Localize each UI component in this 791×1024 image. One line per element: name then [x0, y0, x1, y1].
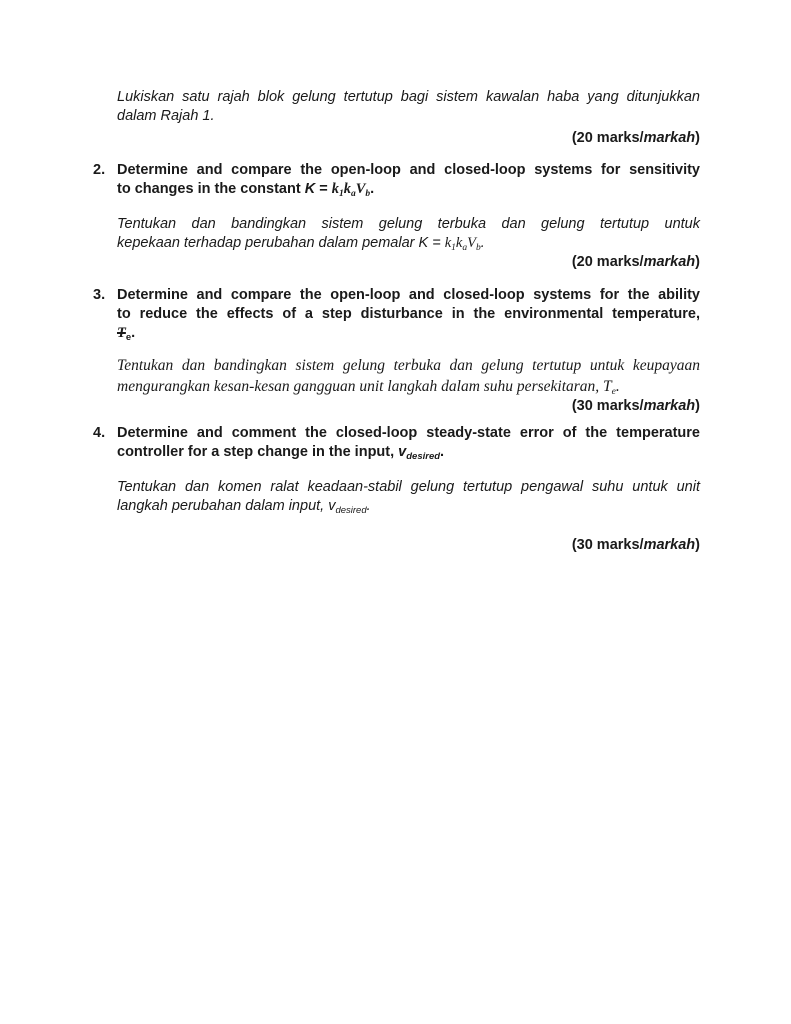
- question-2-number: 2.: [93, 162, 106, 178]
- formula-sub-1: 1: [338, 189, 344, 199]
- question-4-last-text: controller for a step change in the input,: [117, 444, 399, 460]
- question-4-line-2: [117, 443, 700, 462]
- formula-V: V: [355, 181, 366, 197]
- formula-K-symbol: K: [418, 235, 429, 251]
- question-4-malay: [117, 478, 700, 516]
- marks-q1-markah: markah: [643, 130, 696, 146]
- symbol-v-serif: v: [328, 498, 336, 514]
- formula-k1: k: [331, 181, 339, 197]
- marks-q3-prefix: (30 marks/: [571, 398, 644, 414]
- symbol-T-struck: T: [117, 325, 126, 341]
- symbol-T-period: .: [131, 325, 136, 341]
- symbol-v: v: [398, 444, 407, 460]
- question-2-line-1: Determine and compare the open-loop and closed-loop systems for sensitivity: [117, 162, 700, 178]
- marks-q4-markah: markah: [643, 537, 696, 553]
- symbol-v-serif-period: .: [366, 498, 371, 514]
- marks-q3-close: ): [695, 398, 700, 414]
- question-4-malay-line-2: [117, 497, 700, 516]
- formula-ka: k: [343, 181, 351, 197]
- question-3-number: 3.: [93, 287, 106, 303]
- formula-K-symbol: K: [304, 181, 316, 197]
- question-2-malay: [117, 215, 700, 253]
- marks-q3: [93, 397, 700, 416]
- question-3-malay-last-text: mengurangkan kesan-kesan gangguan unit langkah dalam suhu persekitaran,: [117, 377, 604, 395]
- question-4-text: [117, 424, 700, 462]
- question-3: [93, 286, 700, 343]
- symbol-v-sub-desired: desired: [406, 451, 441, 462]
- intro-paragraph: [117, 88, 700, 126]
- formula-sub-b: b: [365, 189, 371, 199]
- formula-K-regular: [419, 235, 485, 251]
- marks-q4: [93, 536, 700, 555]
- question-2-text: [117, 161, 700, 199]
- question-2-malay-line-2: [117, 234, 700, 253]
- intro-line-1: Lukiskan satu rajah blok gelung tertutup bagi sistem kawalan haba yang ditunjukkan: [117, 89, 700, 105]
- marks-q2-prefix: (20 marks/: [571, 254, 644, 270]
- question-3-text: [117, 286, 700, 343]
- question-2: [93, 161, 700, 199]
- marks-q4-prefix: (30 marks/: [571, 537, 644, 553]
- question-2-last-text: to changes in the constant: [117, 181, 305, 197]
- formula-sub-a: a: [462, 243, 468, 253]
- formula-period: .: [370, 181, 375, 197]
- question-3-line-3: [117, 324, 700, 343]
- page-content: [93, 88, 700, 555]
- question-3-malay: [117, 356, 700, 397]
- formula-equals: =: [428, 235, 445, 251]
- formula-ka: k: [455, 235, 463, 251]
- marks-q2-close: ): [695, 254, 700, 270]
- question-4-line-1: Determine and comment the closed-loop steady-state error of the temperature: [117, 425, 700, 441]
- intro-line-2: dalam Rajah 1.: [117, 108, 215, 124]
- question-2-line-2: [117, 180, 700, 199]
- formula-sub-a: a: [350, 189, 356, 199]
- question-3-line-2: to reduce the effects of a step disturbance in the environmental temperature,: [117, 306, 700, 322]
- formula-period: .: [480, 235, 485, 251]
- symbol-T-serif-sub-e: e: [611, 386, 616, 397]
- question-3-line-1: Determine and compare the open-loop and closed-loop systems for the ability: [117, 287, 700, 303]
- symbol-v-period: .: [440, 444, 445, 460]
- question-4-malay-line-1: Tentukan dan komen ralat keadaan-stabil gelung tertutup pengawal suhu untuk unit: [117, 479, 700, 495]
- formula-V: V: [467, 235, 476, 251]
- marks-q1-close: ): [695, 130, 700, 146]
- question-2-malay-last-text: kepekaan terhadap perubahan dalam pemalar: [117, 235, 419, 251]
- symbol-T-sub-e: e: [125, 332, 132, 343]
- question-4: [93, 424, 700, 462]
- formula-sub-b: b: [475, 243, 481, 253]
- question-2-malay-line-1: Tentukan dan bandingkan sistem gelung terbuka dan gelung tertutup untuk: [117, 216, 700, 232]
- marks-q1: [93, 129, 700, 148]
- symbol-T-serif-period: .: [615, 377, 620, 395]
- marks-q2-markah: markah: [643, 254, 696, 270]
- question-4-malay-last-text: langkah perubahan dalam input,: [117, 498, 329, 514]
- formula-k1: k: [444, 235, 452, 251]
- marks-q3-markah: markah: [643, 398, 696, 414]
- symbol-T-serif: T: [603, 377, 612, 395]
- symbol-v-serif-sub-desired: desired: [335, 505, 367, 516]
- formula-K-bold: [305, 181, 374, 197]
- question-3-malay-line-1: Tentukan dan bandingkan sistem gelung terbuka dan gelung tertutup untuk keupayaan: [117, 357, 700, 374]
- marks-q1-prefix: (20 marks/: [571, 130, 644, 146]
- formula-sub-1: 1: [451, 243, 456, 253]
- marks-q4-close: ): [695, 537, 700, 553]
- question-4-number: 4.: [93, 425, 106, 441]
- question-3-malay-line-2: [117, 377, 700, 398]
- formula-equals: =: [315, 181, 332, 197]
- marks-q2: [93, 253, 700, 272]
